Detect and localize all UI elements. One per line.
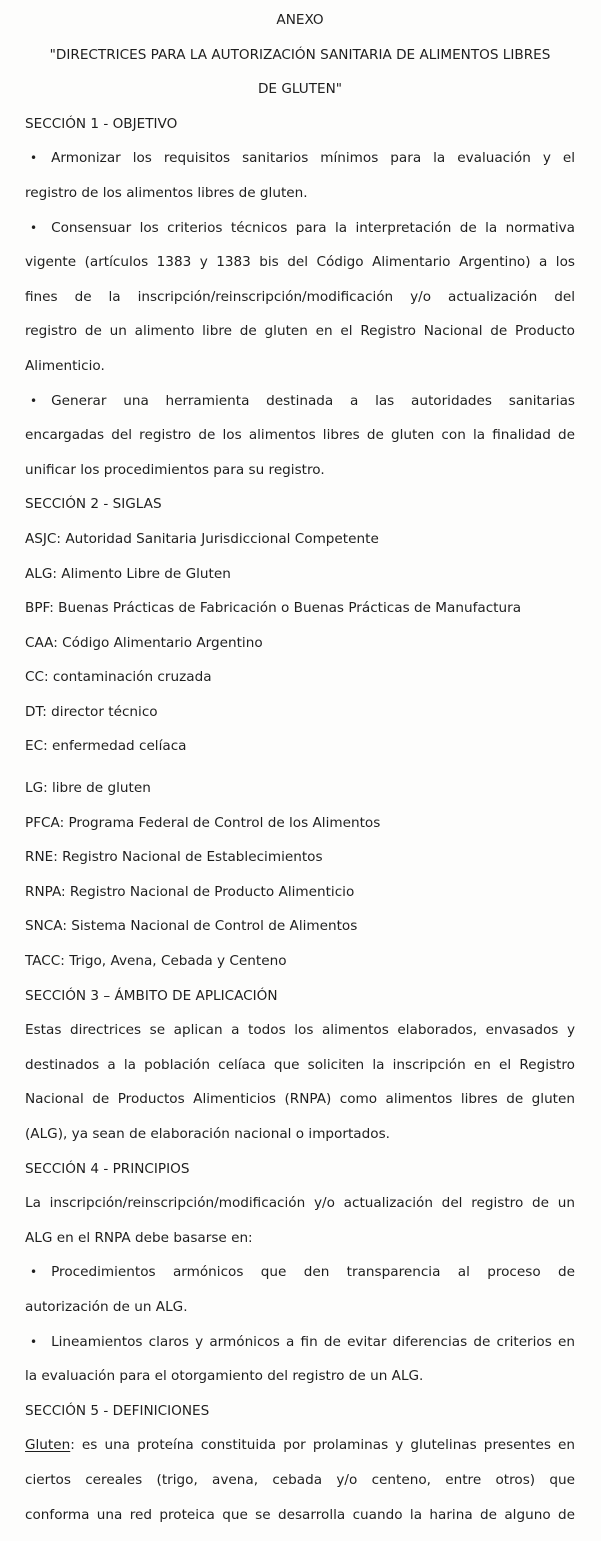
paragraph-line: (ALG), ya sean de elaboración nacional o importados. (25, 1126, 390, 1142)
paragraph-line: LG: libre de gluten (25, 780, 151, 797)
section-heading: SECCIÓN 5 - DEFINICIONES (25, 1402, 210, 1419)
paragraph-line: PFCA: Programa Federal de Control de los Alimentos (25, 814, 381, 831)
paragraph-line: autorización de un ALG. (25, 1298, 188, 1315)
section-heading: SECCIÓN 2 - SIGLAS (25, 496, 162, 513)
section-heading: SECCIÓN 1 - OBJETIVO (25, 115, 178, 132)
paragraph-line: fines de la inscripción/reinscripción/modificación y/o actualización del (25, 288, 575, 305)
paragraph-line: ALG en el RNPA debe basarse en: (25, 1229, 253, 1246)
paragraph-line: vigente (artículos 1383 y 1383 bis del Código Alimentario Argentino) a los (25, 254, 575, 271)
paragraph-line: SNCA: Sistema Nacional de Control de Alimentos (25, 918, 358, 935)
paragraph-line: EC: enfermedad celíaca (25, 738, 187, 755)
paragraph-line: Estas directrices se aplican a todos los alimentos elaborados, envasados y (25, 1022, 575, 1039)
paragraph-line: TACC: Trigo, Avena, Cebada y Centeno (25, 953, 287, 970)
paragraph-line: Alimenticio. (25, 357, 105, 374)
paragraph-line: RNE: Registro Nacional de Establecimientos (25, 849, 323, 866)
definition-line: Gluten: es una proteína constituida por prolaminas y glutelinas presentes en (25, 1437, 575, 1454)
paragraph-line: registro de los alimentos libres de gluten. (25, 184, 308, 201)
document-body (25, 3, 575, 1532)
paragraph-line: conforma una red proteica que se desarrolla cuando la harina de alguno de (25, 1506, 575, 1523)
paragraph-line: La inscripción/reinscripción/modificación y/o actualización del registro de un (25, 1195, 575, 1212)
paragraph-line: la evaluación para el otorgamiento del registro de un ALG. (25, 1368, 424, 1385)
paragraph-line: RNPA: Registro Nacional de Producto Alimenticio (25, 883, 355, 900)
paragraph-line: destinados a la población celíaca que soliciten la inscripción en el Registro (25, 1056, 575, 1073)
paragraph-line: unificar los procedimientos para su registro. (25, 461, 325, 478)
title-line: DE GLUTEN" (257, 81, 343, 98)
bullet-icon: • (30, 1265, 38, 1280)
bullet-icon: • (30, 220, 38, 235)
bullet-item-line: • Armonizar los requisitos sanitarios mínimos para la evaluación y el (25, 141, 575, 176)
paragraph-line: ALG: Alimento Libre de Gluten (25, 565, 231, 582)
paragraph-line: CC: contaminación cruzada (25, 669, 212, 686)
paragraph-line: CAA: Código Alimentario Argentino (25, 634, 263, 651)
paragraph-line: registro de un alimento libre de gluten en el Registro Nacional de Producto (25, 323, 575, 340)
section-heading: SECCIÓN 4 - PRINCIPIOS (25, 1160, 190, 1177)
paragraph-line: Nacional de Productos Alimenticios (RNPA) como alimentos libres de gluten (25, 1091, 575, 1108)
bullet-item-line: • Consensuar los criterios técnicos para la interpretación de la normativa (25, 211, 575, 246)
defined-term: Gluten (25, 1437, 71, 1454)
title-line: ANEXO (276, 12, 324, 28)
bullet-item-line: • Lineamientos claros y armónicos a fin de evitar diferencias de criterios en (25, 1325, 575, 1360)
section-heading: SECCIÓN 3 – ÁMBITO DE APLICACIÓN (25, 987, 278, 1004)
title-line: "DIRECTRICES PARA LA AUTORIZACIÓN SANITARIA DE ALIMENTOS LIBRES (49, 46, 551, 63)
paragraph-line: ASJC: Autoridad Sanitaria Jurisdiccional Competente (25, 530, 379, 547)
bullet-icon: • (30, 1334, 38, 1349)
bullet-item-line: • Generar una herramienta destinada a las autoridades sanitarias (25, 384, 575, 419)
paragraph-line: DT: director técnico (25, 703, 158, 720)
paragraph-line: BPF: Buenas Prácticas de Fabricación o Buenas Prácticas de Manufactura (25, 600, 522, 617)
bullet-icon: • (30, 393, 38, 408)
bullet-item-line: • Procedimientos armónicos que den transparencia al proceso de (25, 1255, 575, 1290)
bullet-icon: • (30, 151, 38, 166)
paragraph-line: encargadas del registro de los alimentos libres de gluten con la finalidad de (25, 427, 575, 444)
paragraph-line: ciertos cereales (trigo, avena, cebada y/o centeno, entre otros) que (25, 1471, 575, 1488)
